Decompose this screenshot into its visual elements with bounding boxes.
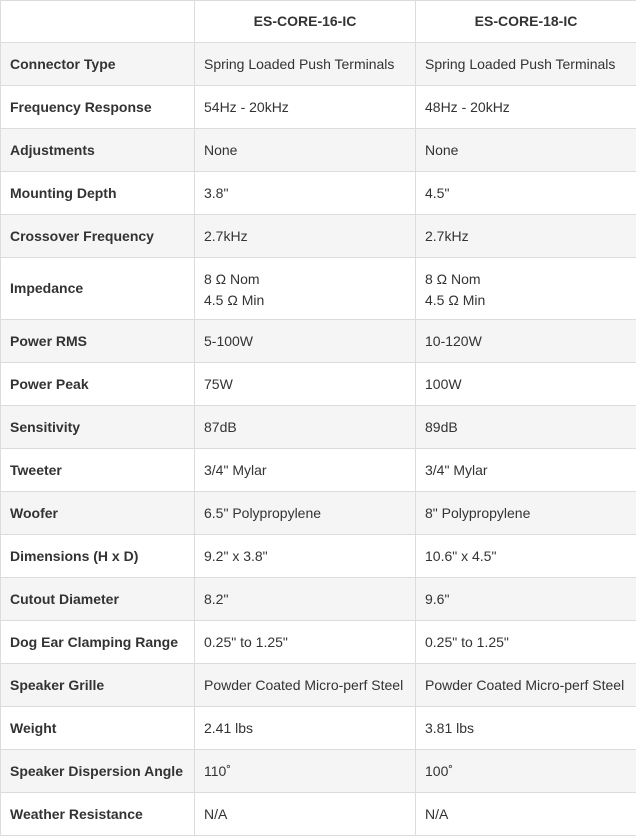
table-row bbox=[1, 86, 636, 129]
spec-label: Adjustments bbox=[1, 129, 195, 172]
spec-value-b: 10.6" x 4.5" bbox=[416, 535, 636, 578]
spec-label: Speaker Grille bbox=[1, 664, 195, 707]
table-row bbox=[1, 707, 636, 750]
spec-value-b: 10-120W bbox=[416, 320, 636, 363]
spec-value-line: 4.5 Ω Min bbox=[425, 292, 486, 308]
spec-label: Power RMS bbox=[1, 320, 195, 363]
header-row bbox=[1, 1, 636, 43]
spec-label: Mounting Depth bbox=[1, 172, 195, 215]
table-row bbox=[1, 172, 636, 215]
spec-value-line: 8 Ω Nom bbox=[204, 271, 260, 287]
spec-value-b: 100W bbox=[416, 363, 636, 406]
spec-value-a: 5-100W bbox=[195, 320, 416, 363]
table-row bbox=[1, 664, 636, 707]
spec-value-b: 8" Polypropylene bbox=[416, 492, 636, 535]
spec-value-b: 2.7kHz bbox=[416, 215, 636, 258]
table-row bbox=[1, 578, 636, 621]
table-body bbox=[1, 43, 636, 836]
spec-label: Woofer bbox=[1, 492, 195, 535]
table-row bbox=[1, 320, 636, 363]
table-row bbox=[1, 43, 636, 86]
spec-value-b: 3.81 lbs bbox=[416, 707, 636, 750]
spec-value-a: 8.2" bbox=[195, 578, 416, 621]
spec-label: Weight bbox=[1, 707, 195, 750]
spec-value-b: 9.6" bbox=[416, 578, 636, 621]
table-row bbox=[1, 535, 636, 578]
spec-value-a: 0.25" to 1.25" bbox=[195, 621, 416, 664]
spec-value-a: 2.7kHz bbox=[195, 215, 416, 258]
spec-label: Sensitivity bbox=[1, 406, 195, 449]
spec-value-a bbox=[195, 258, 416, 320]
spec-value-a: 9.2" x 3.8" bbox=[195, 535, 416, 578]
spec-value-a: None bbox=[195, 129, 416, 172]
spec-label: Dimensions (H x D) bbox=[1, 535, 195, 578]
spec-value-a: N/A bbox=[195, 793, 416, 836]
table-row bbox=[1, 449, 636, 492]
spec-value-a: 3.8" bbox=[195, 172, 416, 215]
spec-label: Power Peak bbox=[1, 363, 195, 406]
spec-value-a: Spring Loaded Push Terminals bbox=[195, 43, 416, 86]
header-label-cell bbox=[1, 1, 195, 43]
spec-value-b: 48Hz - 20kHz bbox=[416, 86, 636, 129]
spec-label: Frequency Response bbox=[1, 86, 195, 129]
spec-label: Dog Ear Clamping Range bbox=[1, 621, 195, 664]
table-row bbox=[1, 406, 636, 449]
spec-value-b: 3/4" Mylar bbox=[416, 449, 636, 492]
table-row bbox=[1, 258, 636, 320]
table-row bbox=[1, 492, 636, 535]
spec-value-b: 0.25" to 1.25" bbox=[416, 621, 636, 664]
spec-value-a: 87dB bbox=[195, 406, 416, 449]
table-row bbox=[1, 750, 636, 793]
spec-value-b: None bbox=[416, 129, 636, 172]
spec-value-b: 100˚ bbox=[416, 750, 636, 793]
spec-value-a: Powder Coated Micro-perf Steel bbox=[195, 664, 416, 707]
table-row bbox=[1, 215, 636, 258]
spec-value-b: 4.5" bbox=[416, 172, 636, 215]
spec-value-a: 54Hz - 20kHz bbox=[195, 86, 416, 129]
table-row bbox=[1, 129, 636, 172]
spec-label: Cutout Diameter bbox=[1, 578, 195, 621]
header-model-a: ES-CORE-16-IC bbox=[195, 1, 416, 43]
spec-label: Tweeter bbox=[1, 449, 195, 492]
spec-value-a: 2.41 lbs bbox=[195, 707, 416, 750]
table-row bbox=[1, 793, 636, 836]
spec-value-line: 8 Ω Nom bbox=[425, 271, 481, 287]
spec-value-b: 89dB bbox=[416, 406, 636, 449]
spec-label: Crossover Frequency bbox=[1, 215, 195, 258]
spec-label: Weather Resistance bbox=[1, 793, 195, 836]
spec-value-b: Spring Loaded Push Terminals bbox=[416, 43, 636, 86]
table-row bbox=[1, 621, 636, 664]
table-header bbox=[1, 1, 636, 43]
spec-value-b bbox=[416, 258, 636, 320]
spec-value-a: 3/4" Mylar bbox=[195, 449, 416, 492]
spec-value-b: Powder Coated Micro-perf Steel bbox=[416, 664, 636, 707]
spec-label: Impedance bbox=[1, 258, 195, 320]
spec-value-a: 6.5" Polypropylene bbox=[195, 492, 416, 535]
spec-label: Connector Type bbox=[1, 43, 195, 86]
spec-label: Speaker Dispersion Angle bbox=[1, 750, 195, 793]
spec-value-line: 4.5 Ω Min bbox=[204, 292, 265, 308]
spec-value-a: 75W bbox=[195, 363, 416, 406]
spec-value-b: N/A bbox=[416, 793, 636, 836]
table-row bbox=[1, 363, 636, 406]
spec-value-a: 110˚ bbox=[195, 750, 416, 793]
header-model-b: ES-CORE-18-IC bbox=[416, 1, 636, 43]
